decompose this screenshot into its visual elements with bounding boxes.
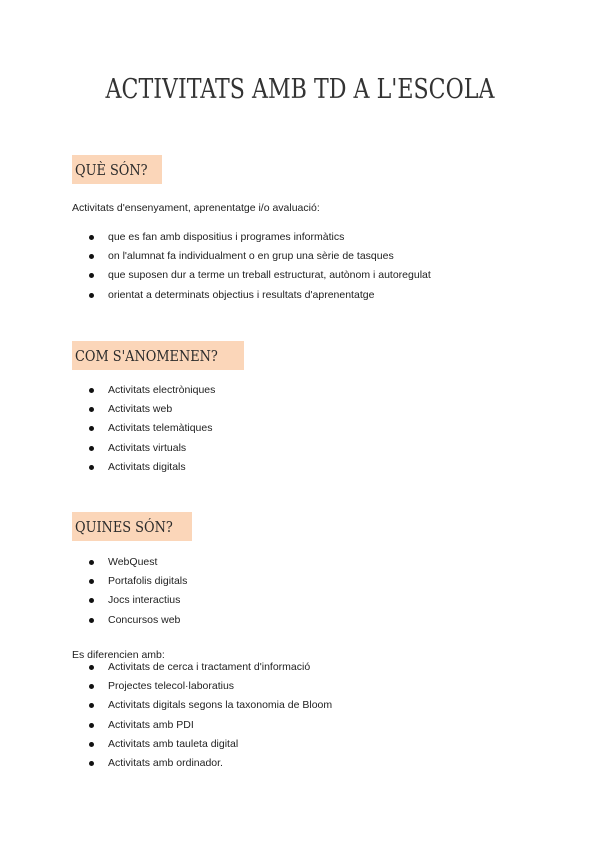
list-item: que es fan amb dispositius i programes informàtics: [72, 228, 431, 247]
document-title: ACTIVITATS AMB TD A L'ESCOLA: [105, 74, 495, 105]
bullet-icon: [89, 254, 94, 259]
bullet-icon: [89, 761, 94, 766]
bullet-list-que-son: [72, 228, 431, 305]
bullet-icon: [89, 560, 94, 565]
bullet-icon: [89, 742, 94, 747]
list-item: Concursos web: [72, 611, 187, 630]
bullet-icon: [89, 598, 94, 603]
list-item: Activitats digitals segons la taxonomia de Bloom: [72, 696, 332, 715]
section-heading-que-son: QUÈ SÓN?: [72, 155, 162, 184]
section-heading-com-s-anomenen: COM S'ANOMENEN?: [72, 341, 244, 370]
list-item: Activitats web: [72, 400, 215, 419]
bullet-icon: [89, 618, 94, 623]
list-item: on l'alumnat fa individualment o en grup una sèrie de tasques: [72, 247, 431, 266]
list-item: WebQuest: [72, 553, 187, 572]
list-item: que suposen dur a terme un treball estructurat, autònom i autoregulat: [72, 266, 431, 285]
bullet-icon: [89, 407, 94, 412]
bullet-icon: [89, 388, 94, 393]
bullet-icon: [89, 273, 94, 278]
bullet-icon: [89, 426, 94, 431]
list-item: Activitats telemàtiques: [72, 419, 215, 438]
differ-intro: Es diferencien amb:: [72, 649, 165, 661]
bullet-icon: [89, 235, 94, 240]
list-item: Activitats amb tauleta digital: [72, 735, 332, 754]
list-item: Activitats amb PDI: [72, 716, 332, 735]
bullet-icon: [89, 465, 94, 470]
bullet-icon: [89, 684, 94, 689]
section-heading-quines-son: QUINES SÓN?: [72, 512, 192, 541]
list-item: Projectes telecol·laboratius: [72, 677, 332, 696]
list-item: Activitats de cerca i tractament d'informació: [72, 658, 332, 677]
list-item: Activitats virtuals: [72, 439, 215, 458]
section-intro-que-son: Activitats d'ensenyament, aprenentatge i/o avaluació:: [72, 202, 320, 214]
list-item: Jocs interactius: [72, 591, 187, 610]
bullet-icon: [89, 723, 94, 728]
list-item: Activitats electròniques: [72, 381, 215, 400]
bullet-list-quines-son: [72, 553, 187, 630]
bullet-icon: [89, 293, 94, 298]
bullet-icon: [89, 579, 94, 584]
bullet-list-com-s-anomenen: [72, 381, 215, 477]
bullet-icon: [89, 446, 94, 451]
list-item: Activitats digitals: [72, 458, 215, 477]
list-item: Activitats amb ordinador.: [72, 754, 332, 773]
list-item: Portafolis digitals: [72, 572, 187, 591]
list-item: orientat a determinats objectius i resultats d'aprenentatge: [72, 286, 431, 305]
bullet-icon: [89, 665, 94, 670]
bullet-icon: [89, 703, 94, 708]
bullet-list-differ: [72, 658, 332, 773]
